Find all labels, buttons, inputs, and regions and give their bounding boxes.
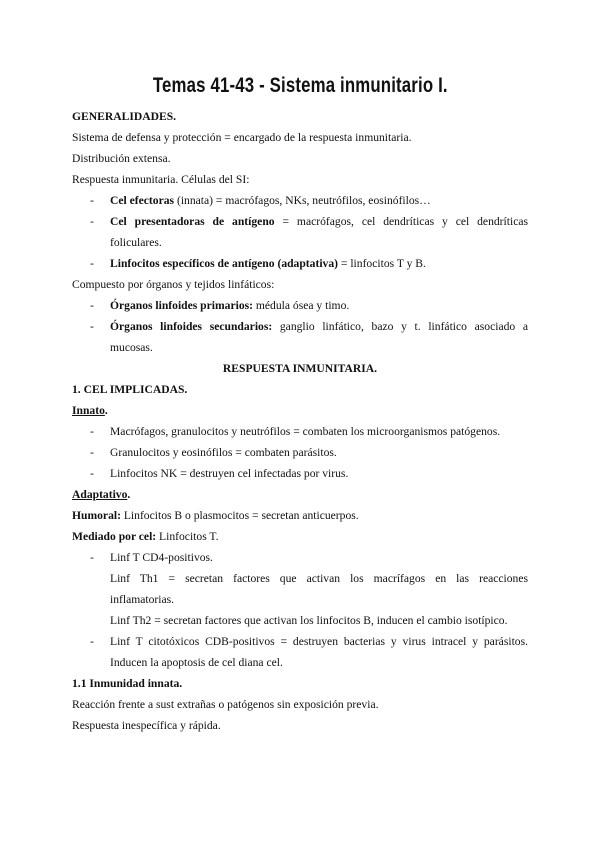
bold-text: . [104, 404, 108, 417]
text-line [72, 652, 528, 673]
bold-text: Linfocitos específicos de antígeno (adaptativa) [110, 257, 338, 270]
text-line [72, 589, 528, 610]
text: Macrófagos, granulocitos y neutrófilos = combaten los microorganismos patógenos. [110, 425, 501, 438]
bullet-item [72, 211, 528, 232]
bullet-dash-icon: - [90, 425, 94, 438]
text-line [72, 673, 528, 694]
text: Inducen la apoptosis de cel diana cel. [110, 656, 283, 669]
text: inflamatorias. [110, 593, 175, 606]
text: Linf Th1 = secretan factores que activan los macrífagos en las reacciones [110, 572, 528, 585]
bullet-dash-icon: - [90, 257, 94, 270]
bold-text: Órganos linfoides secundarios: [110, 320, 273, 333]
text: ganglio linfático, bazo y t. linfático asociado a [272, 320, 528, 333]
document-body [72, 106, 528, 736]
text-line [72, 568, 528, 589]
text: Respuesta inmunitaria. Células del SI: [72, 173, 250, 186]
text-line [72, 232, 528, 253]
text-line [72, 484, 528, 505]
bullet-item [72, 547, 528, 568]
bullet-item [72, 421, 528, 442]
bold-text: Cel presentadoras de antígeno [110, 215, 275, 228]
bullet-item [72, 253, 528, 274]
document-title [0, 74, 600, 98]
bullet-item [72, 631, 528, 652]
bullet-dash-icon: - [90, 194, 94, 207]
text-line [72, 106, 528, 127]
bold-text: Innato [72, 404, 105, 417]
text: Linfocitos T. [156, 530, 219, 543]
text-line [72, 127, 528, 148]
text: Reacción frente a sust extrañas o patógenos sin exposición previa. [72, 698, 379, 711]
bold-text: RESPUESTA INMUNITARIA. [222, 362, 378, 375]
text: foliculares. [110, 236, 162, 249]
text: Linf T CD4-positivos. [110, 551, 213, 564]
underline [72, 488, 127, 501]
text-line [72, 337, 528, 358]
bullet-item [72, 463, 528, 484]
text-line [72, 505, 528, 526]
bullet-dash-icon: - [90, 467, 94, 480]
text: Respuesta inespecífica y rápida. [72, 719, 221, 732]
text-line [72, 169, 528, 190]
section-heading [72, 358, 528, 379]
text-line [72, 715, 528, 736]
bullet-dash-icon: - [90, 446, 94, 459]
text: Distribución extensa. [72, 152, 171, 165]
bold-text: Humoral: [72, 509, 121, 522]
bold-text: . [127, 488, 131, 501]
bold-text: 1.1 Inmunidad innata. [72, 677, 183, 690]
bullet-dash-icon: - [90, 215, 94, 228]
bullet-dash-icon: - [90, 635, 94, 648]
bold-text: Adaptativo [72, 488, 128, 501]
bold-text: GENERALIDADES. [72, 110, 177, 123]
text-line [72, 148, 528, 169]
underline [72, 404, 105, 417]
text: Granulocitos y eosinófilos = combaten parásitos. [110, 446, 337, 459]
text: Compuesto por órganos y tejidos linfáticos: [72, 278, 275, 291]
text: = linfocitos T y B. [338, 257, 426, 270]
text: Linfocitos B o plasmocitos = secretan anticuerpos. [120, 509, 359, 522]
bullet-dash-icon: - [90, 551, 94, 564]
text-line [72, 379, 528, 400]
text-line [72, 274, 528, 295]
text-line [72, 610, 528, 631]
bullet-item [72, 295, 528, 316]
text: médula ósea y timo. [253, 299, 350, 312]
bold-text: 1. CEL IMPLICADAS. [72, 383, 188, 396]
bullet-item [72, 316, 528, 337]
bold-text: Mediado por cel: [72, 530, 157, 543]
text: Sistema de defensa y protección = encargado de la respuesta inmunitaria. [72, 131, 412, 144]
text: Linfocitos NK = destruyen cel infectadas por virus. [110, 467, 349, 480]
text: = macrófagos, cel dendríticas y cel dendríticas [274, 215, 528, 228]
text: mucosas. [110, 341, 153, 354]
bold-text: Órganos linfoides primarios: [110, 299, 253, 312]
text: Linf Th2 = secretan factores que activan los linfocitos B, inducen el cambio isotípico. [110, 614, 508, 627]
text: Linf T citotóxicos CDB-positivos = destruyen bacterias y virus intracel y parásitos. [110, 635, 528, 648]
text: (innata) = macrófagos, NKs, neutrófilos, eosinófilos… [174, 194, 431, 207]
title-text: Temas 41-43 - Sistema inmunitario I. [152, 74, 448, 97]
text-line [72, 400, 528, 421]
bullet-dash-icon: - [90, 320, 94, 333]
bullet-item [72, 442, 528, 463]
bullet-item [72, 190, 528, 211]
text-line [72, 694, 528, 715]
bullet-dash-icon: - [90, 299, 94, 312]
text-line [72, 526, 528, 547]
bold-text: Cel efectoras [110, 194, 175, 207]
